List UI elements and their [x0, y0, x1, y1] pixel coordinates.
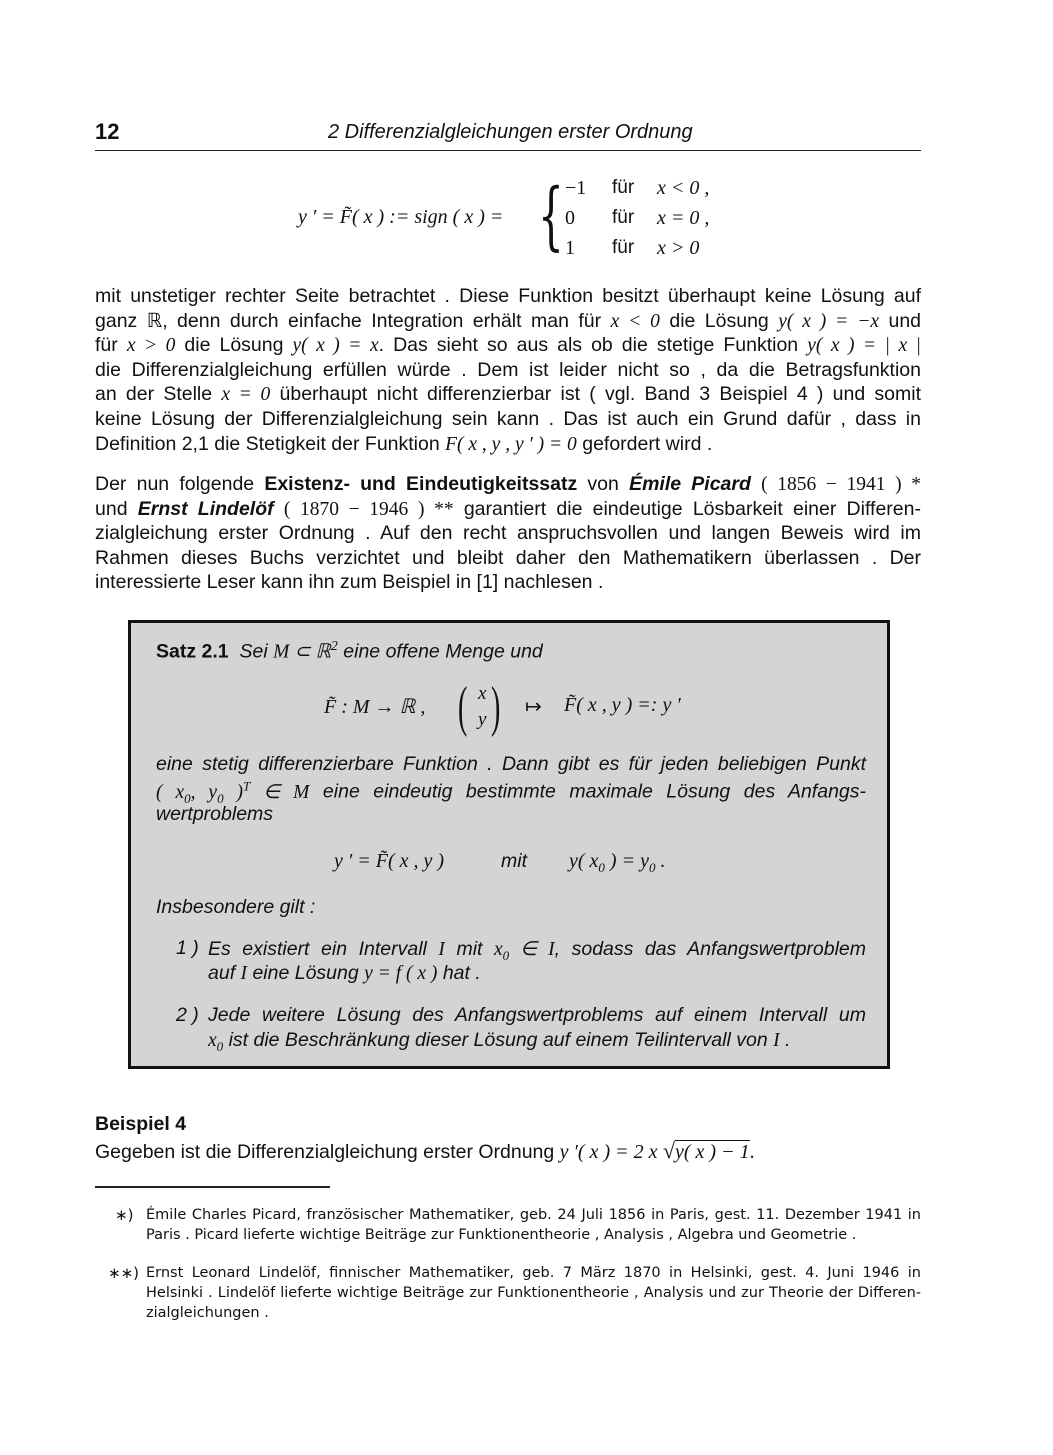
p2-line-1: Der nun folgende Existenz- und Eindeutigkeitssatz von Émile Picard ( 1856 − 1941 ) * [95, 473, 921, 495]
item-1-number: 1 ) [176, 937, 199, 959]
footnote-mark-1: ∗) [115, 1206, 134, 1224]
theorem-intro: Satz 2.1 Sei M ⊂ ℝ$^2$ eine offene Menge und [156, 639, 543, 663]
page-number: 12 [95, 119, 120, 144]
case-word-1: für [612, 177, 635, 198]
case-cond-1: x < 0 , [657, 177, 710, 199]
item-2-line-1: Jede weitere Lösung des Anfangswertproblems auf einem Intervall um [208, 1004, 866, 1026]
vector-paren-left: ( [458, 676, 468, 738]
footnote-2-line-2: Helsinki . Lindelöf lieferte wichtige Beiträge zur Funktionentheorie , Analysis und zur Theorie der Differen- [146, 1285, 921, 1301]
case-value-1: −1 [565, 177, 587, 199]
footnote-mark-2: ∗∗) [108, 1264, 139, 1282]
p2-line-5: interessierte Leser kann ihn zum Beispiel in [1] nachlesen . [95, 571, 604, 594]
footnote-2-line-3: zialgleichungen . [146, 1305, 269, 1321]
paragraph-picard-lindeloef [95, 472, 921, 595]
item-1-line-1: Es existiert ein Intervall I mit $x_0$ ∈ I, sodass das Anfangswertproblem [208, 938, 867, 963]
p1-line-5: an der Stelle x = 0 überhaupt nicht differenzierbar ist ( vgl. Band 3 Beispiel 4 ) und somit [95, 383, 921, 406]
case-word-2: für [612, 207, 635, 228]
example-title: Beispiel 4 [95, 1113, 187, 1135]
theorem-box: Satz 2.1 Sei M ⊂ ℝ$^2$ eine offene Menge und F̃ : M → ℝ , ( x y ) ↦ F̃( x , y ) =: y ′ eine stetig differenzierbare Funktion . Dann gibt es für jeden beliebigen Punkt ( $x_0$, $y_0$ )$^T$ ∈ M eine eindeutig bestimmte maximale Lösung des Anfangs- wertproblems y ′ = F̃( x , y ) mit y( $x_0$ ) = $y_0$ . Insbesondere gilt : 1 ) Es existiert ein Intervall I mit $x_0$ ∈ I, sodass das Anfangswertproblem auf I eine Lösung y = f ( x ) hat . 2 ) Jede weitere Lösung des Anfangswertproblems auf einem Intervall um $x_0$ ist die Beschränkung dieser Lösung auf einem Teilintervall von I . [128, 620, 890, 1069]
p2-line-4: Rahmen dieses Buchs verzichtet und bleibt daher den Mathematikern überlassen . Der [95, 546, 921, 569]
case-cond-2: x = 0 , [657, 207, 710, 229]
footnote-1-line-2: Paris . Picard lieferte wichtige Beiträge zur Funktionentheorie , Analysis , Algebra und Geometrie . [146, 1227, 857, 1243]
chapter-title: 2 Differenzialgleichungen erster Ordnung [328, 121, 693, 143]
sqrt-symbol: √ [662, 1138, 675, 1163]
item-2-line-2: $x_0$ ist die Beschränkung dieser Lösung auf einem Teilintervall von I . [208, 1029, 791, 1054]
case-cond-3: x > 0 [657, 237, 700, 259]
vector-top: x [478, 683, 487, 704]
item-2-number: 2 ) [176, 1004, 199, 1026]
footnote-2-line-1: Ernst Leonard Lindelöf, finnischer Mathematiker, geb. 7 März 1870 in Helsinki, gest. 4. Juni 1946 in [146, 1265, 921, 1281]
case-value-3: 1 [565, 237, 575, 259]
footnote-rule [95, 1186, 330, 1188]
vector-paren-right: ) [491, 676, 501, 738]
p1-line-1: mit unstetiger rechter Seite betrachtet . Diese Funktion besitzt überhaupt keine Lösung auf [95, 285, 921, 307]
maps-to-arrow: ↦ [525, 696, 542, 718]
insbesondere-heading: Insbesondere gilt : [156, 896, 316, 918]
theorem-text-3: wertproblems [156, 803, 274, 825]
case-value-2: 0 [565, 207, 575, 229]
theorem-text-2: ( $x_0$, $y_0$ )$^T$ ∈ M eine eindeutig bestimmte maximale Lösung des Anfangs- [156, 778, 867, 806]
p1-line-2: ganz ℝ, denn durch einfache Integration erhält man für x < 0 die Lösung y( x ) = −x und [95, 309, 922, 332]
p1-line-4: die Differenzialgleichung erfüllen würde . Dem ist leider nicht so , da die Betragsfunktion [95, 358, 921, 381]
item-1-line-2: auf I eine Lösung y = f ( x ) hat . [208, 962, 481, 984]
header-rule [95, 150, 921, 151]
case-word-3: für [612, 237, 635, 258]
p1-line-3: für x > 0 die Lösung y( x ) = x. Das sieht so aus als ob die stetige Funktion y( x ) = | x | [95, 334, 922, 357]
theorem-text-1: eine stetig differenzierbare Funktion . Dann gibt es für jeden beliebigen Punkt [156, 753, 866, 775]
p2-line-3: zialgleichung erster Ordnung . Auf den recht anspruchsvollen und langen Beweis wird im [95, 522, 921, 545]
sign-formula-lhs: y ′ = F̃( x ) := sign ( x ) = [298, 206, 504, 228]
footnote-1-line-1: Émile Charles Picard, französischer Mathematiker, geb. 24 Juli 1856 in Paris, gest. 11. Dezember 1941 in [146, 1207, 921, 1223]
theorem-label: Satz 2.1 [156, 640, 229, 663]
example-text: Gegeben ist die Differenzialgleichung erster Ordnung y ′( x ) = 2 x √y( x ) − 1. [95, 1138, 755, 1163]
p1-line-7: Definition 2,1 die Stetigkeit der Funktion F( x , y , y ′ ) = 0 gefordert wird . [95, 432, 713, 455]
p1-line-6: keine Lösung der Differenzialgleichung sein kann . Das ist auch ein Grund dafür , dass in [95, 407, 921, 430]
paragraph-continuity [95, 284, 921, 456]
p2-line-2: und Ernst Lindelöf ( 1870 − 1946 ) ** garantiert die eindeutige Lösbarkeit einer Differen- [95, 497, 921, 520]
left-brace: { [538, 173, 564, 259]
vector-bottom: y [478, 709, 487, 730]
